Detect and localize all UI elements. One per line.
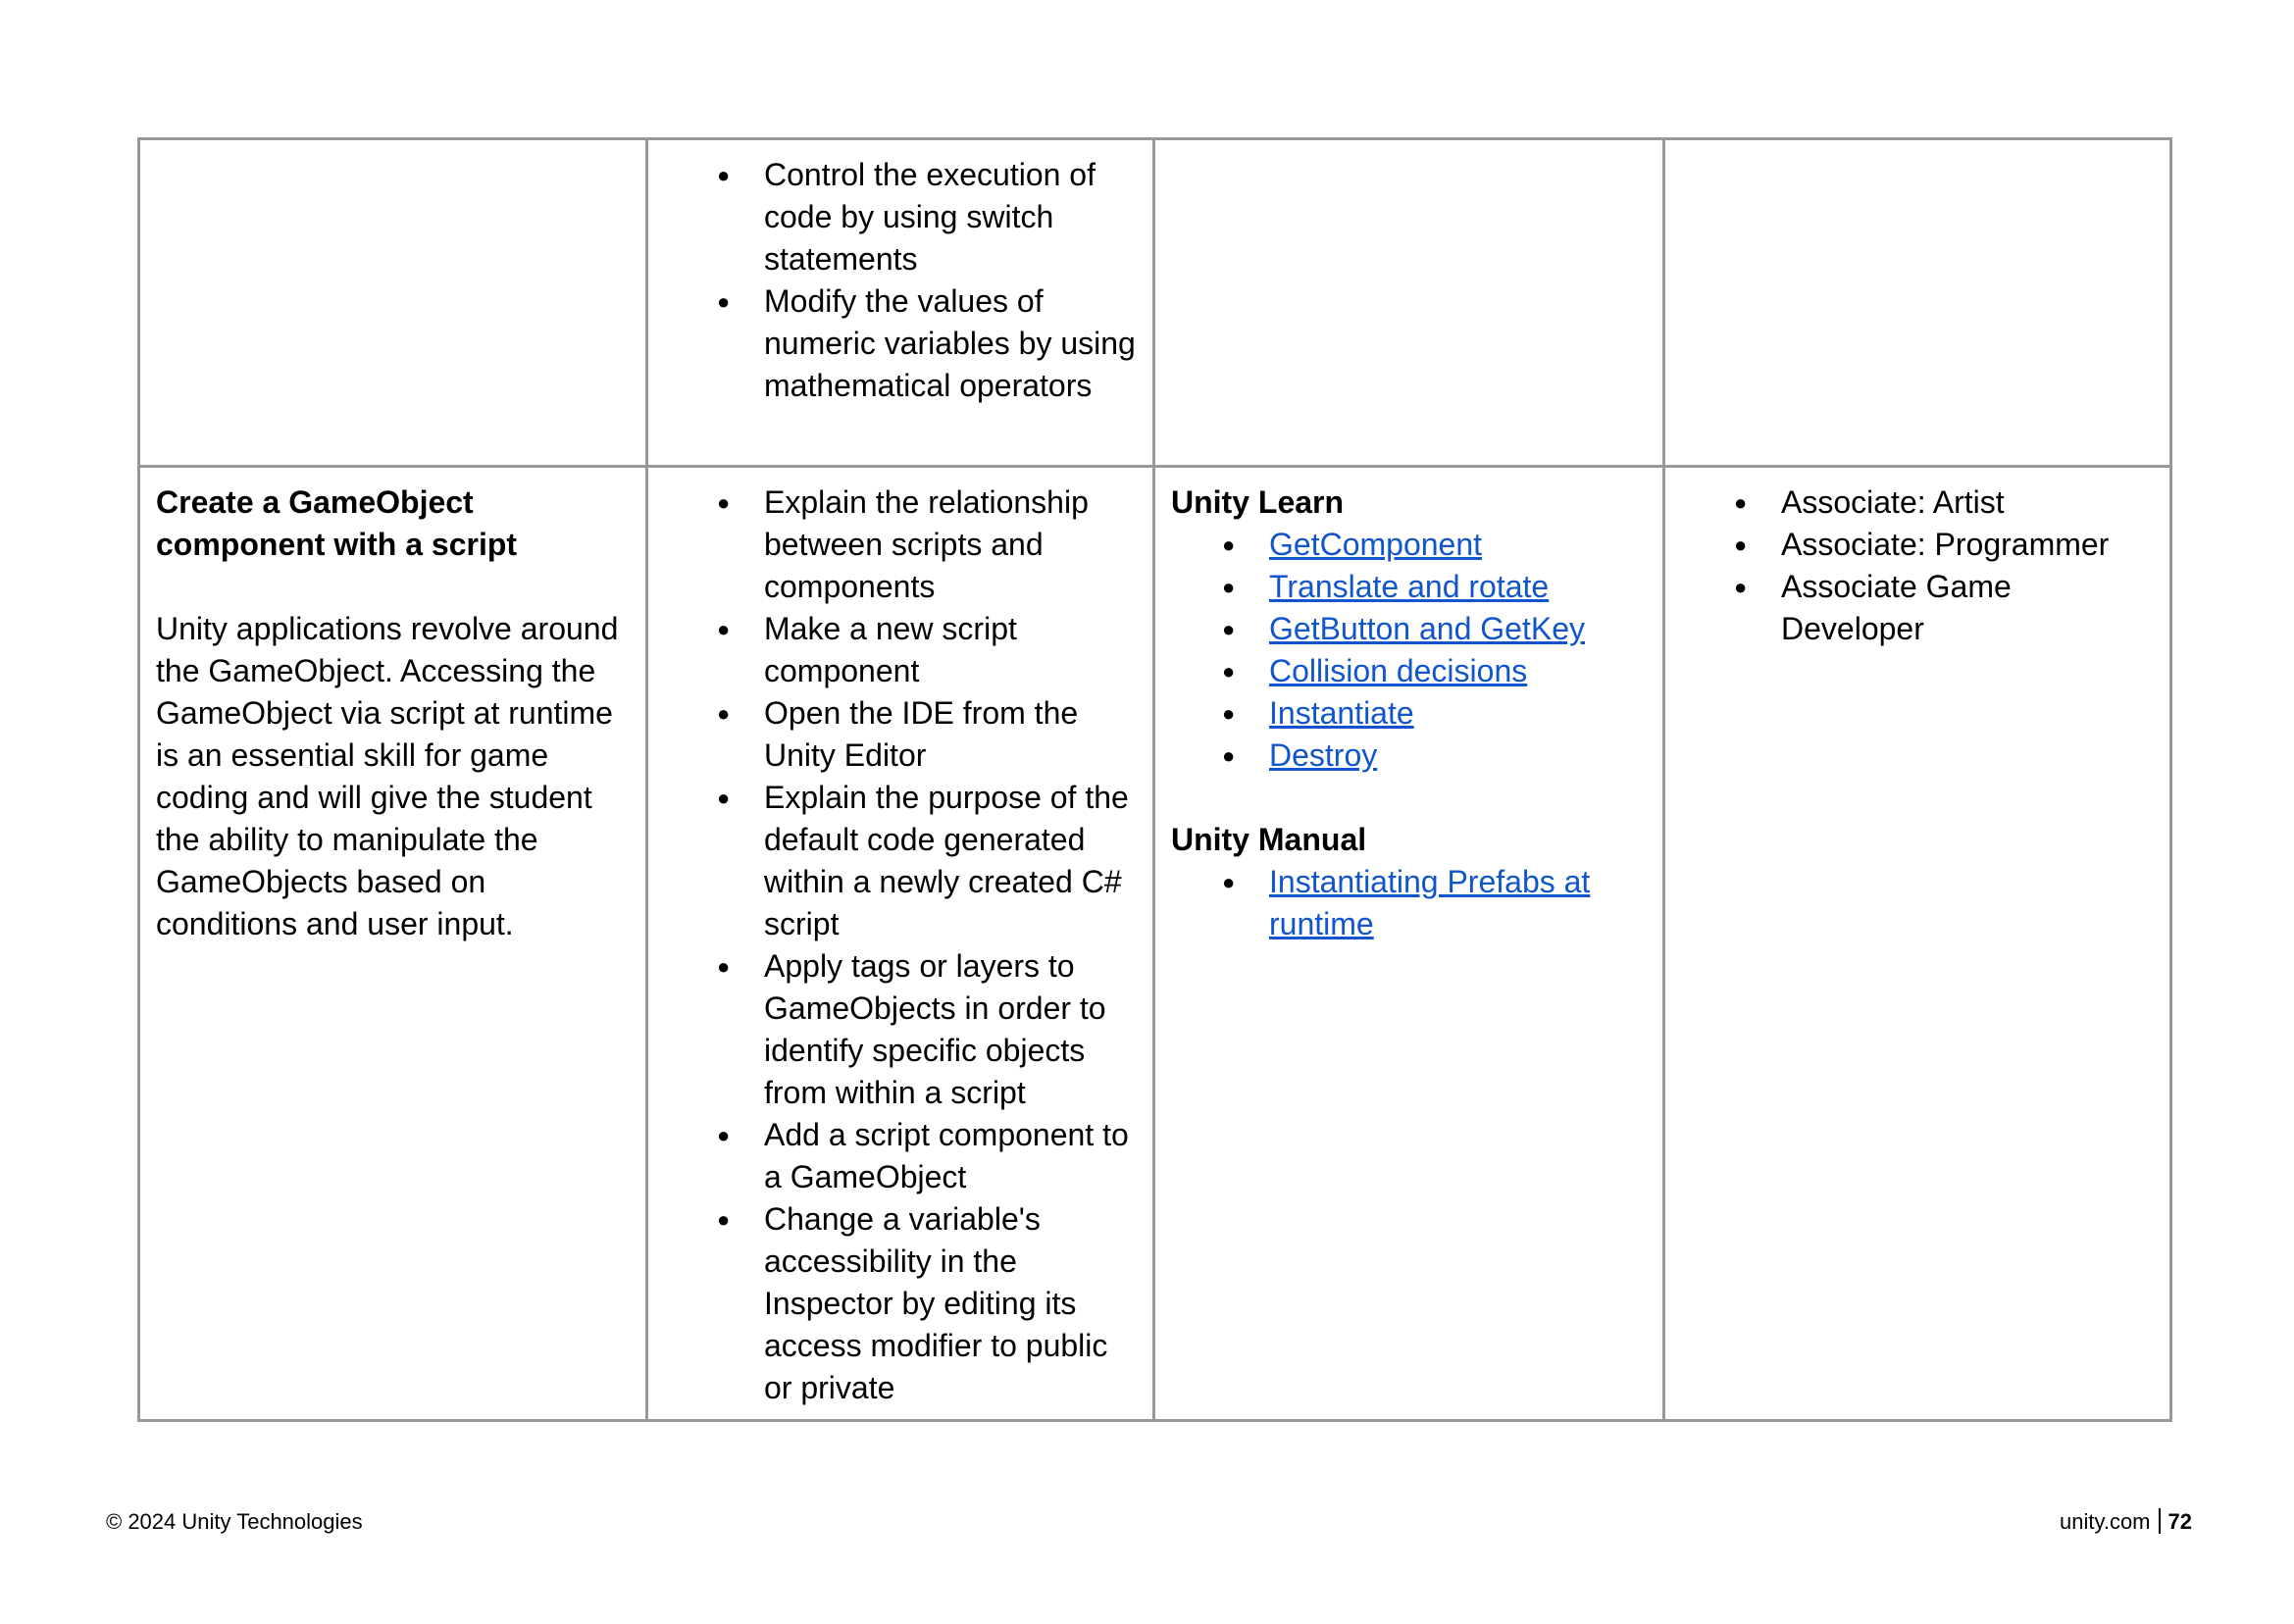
topic-description: Unity applications revolve around the GameObject. Accessing the GameObject via script at runtime is an essential skill for game coding and will give the student the ability to manipulate the GameObjects based on conditions and user input. xyxy=(156,611,619,941)
table-cell-objectives xyxy=(647,139,1154,467)
list-item: ● Control the execution of code by using switch statements xyxy=(664,154,1137,280)
table-cell-topic xyxy=(139,467,647,1421)
list-item: ● Associate: Artist xyxy=(1681,482,2154,524)
table-cell-resources xyxy=(1154,139,1664,467)
unity-learn-links xyxy=(1171,524,1647,777)
footer-site: unity.com xyxy=(2060,1509,2151,1534)
unity-learn-heading: Unity Learn xyxy=(1171,484,1345,520)
objectives-list xyxy=(664,482,1137,1409)
list-item: ● Apply tags or layers to GameObjects in order to identify specific objects from within a script xyxy=(664,945,1137,1114)
unity-manual-heading: Unity Manual xyxy=(1171,822,1367,857)
list-item: ● Explain the relationship between scripts and components xyxy=(664,482,1137,608)
unity-manual-links xyxy=(1171,861,1647,945)
footer-copyright: © 2024 Unity Technologies xyxy=(106,1509,363,1534)
link-instantiating-prefabs[interactable]: Instantiating Prefabs at runtime xyxy=(1269,864,1591,941)
link-collision-decisions[interactable]: Collision decisions xyxy=(1269,653,1528,688)
certifications-list xyxy=(1681,482,2154,650)
link-list-item xyxy=(1171,566,1647,608)
curriculum-table xyxy=(137,137,2172,1422)
table-row xyxy=(139,139,2171,467)
table-cell-certifications xyxy=(1664,467,2171,1421)
link-list-item xyxy=(1171,861,1647,945)
link-destroy[interactable]: Destroy xyxy=(1269,737,1378,773)
footer-page-info xyxy=(2060,1507,2192,1537)
list-item: ● Make a new script component xyxy=(664,608,1137,692)
paragraph-gap xyxy=(156,566,630,608)
list-item: ● Explain the purpose of the default code generated within a newly created C# script xyxy=(664,777,1137,945)
link-instantiate[interactable]: Instantiate xyxy=(1269,695,1414,731)
table-cell-topic xyxy=(139,139,647,467)
list-item: ● Open the IDE from the Unity Editor xyxy=(664,692,1137,777)
page-number: 72 xyxy=(2167,1509,2192,1534)
table-cell-objectives xyxy=(647,467,1154,1421)
topic-title: Create a GameObject component with a script xyxy=(156,484,518,562)
objectives-list xyxy=(664,154,1137,407)
link-getbutton-and-getkey[interactable]: GetButton and GetKey xyxy=(1269,611,1585,646)
link-list-item xyxy=(1171,692,1647,735)
link-list-item xyxy=(1171,524,1647,566)
table-cell-resources xyxy=(1154,467,1664,1421)
link-translate-and-rotate[interactable]: Translate and rotate xyxy=(1269,569,1550,604)
link-list-item xyxy=(1171,608,1647,650)
link-list-item xyxy=(1171,650,1647,692)
table-cell-certifications xyxy=(1664,139,2171,467)
list-item: ● Associate: Programmer xyxy=(1681,524,2154,566)
footer-divider xyxy=(2159,1508,2161,1534)
table-row xyxy=(139,467,2171,1421)
list-item: ● Change a variable's accessibility in the Inspector by editing its access modifier to public or private xyxy=(664,1198,1137,1409)
link-getcomponent[interactable]: GetComponent xyxy=(1269,527,1483,562)
list-item: ● Associate Game Developer xyxy=(1681,566,2154,650)
link-list-item xyxy=(1171,735,1647,777)
list-item: ● Add a script component to a GameObject xyxy=(664,1114,1137,1198)
list-item: ● Modify the values of numeric variables by using mathematical operators xyxy=(664,280,1137,407)
paragraph-gap xyxy=(1171,777,1647,819)
